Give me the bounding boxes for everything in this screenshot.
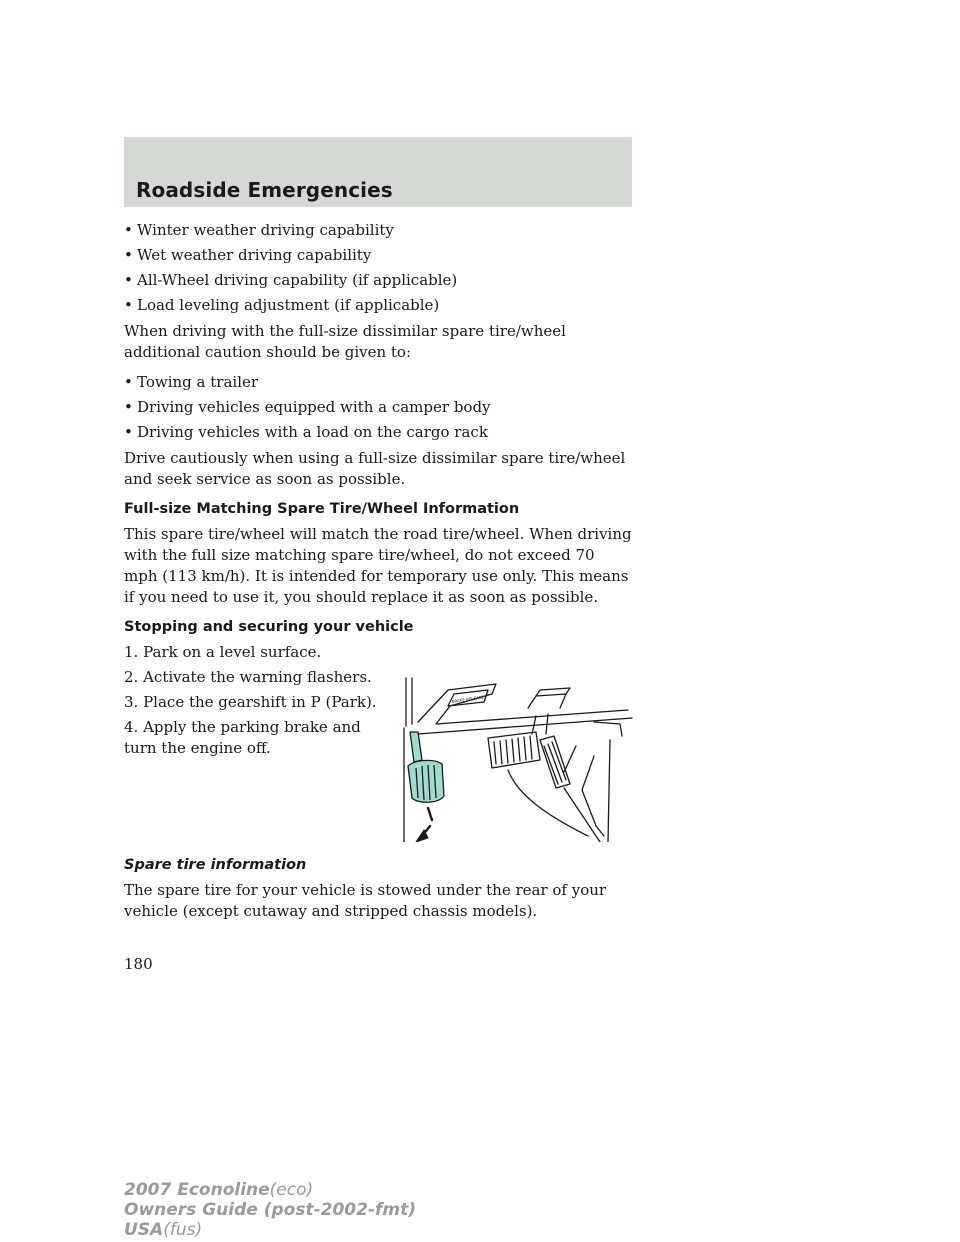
section-title: Roadside Emergencies xyxy=(136,178,393,202)
footer-market: USA xyxy=(124,1220,164,1240)
paragraph-cautious: Drive cautiously when using a full-size dissimilar spare tire/wheel and seek service as soon as possible. xyxy=(124,449,626,488)
caution-list xyxy=(124,372,632,443)
footer-model-code: (eco) xyxy=(269,1180,314,1200)
paragraph-dissimilar: When driving with the full-size dissimilar spare tire/wheel additional caution should be given to: xyxy=(124,322,566,361)
brake-release-label: BRAKE RELEASE xyxy=(451,694,485,704)
list-item: • Wet weather driving capability xyxy=(124,245,632,266)
step-item: 2. Activate the warning flashers. xyxy=(124,668,372,686)
step-item: 4. Apply the parking brake and turn the engine off. xyxy=(124,718,361,757)
footer-market-code: (fus) xyxy=(163,1220,203,1240)
step-item: 1. Park on a level surface. xyxy=(124,643,322,661)
list-item: • Driving vehicles with a load on the cargo rack xyxy=(124,422,632,443)
list-item: • All-Wheel driving capability (if applicable) xyxy=(124,270,632,291)
capability-list xyxy=(124,220,632,316)
heading-spare-tire-info: Spare tire information xyxy=(124,857,307,873)
list-item: • Towing a trailer xyxy=(124,372,632,393)
heading-stopping: Stopping and securing your vehicle xyxy=(124,619,414,635)
paragraph-spare: The spare tire for your vehicle is stowed under the rear of your vehicle (except cutaway and stripped chassis models). xyxy=(124,881,607,920)
paragraph-matching: This spare tire/wheel will match the road tire/wheel. When driving with the full size matching spare tire/wheel, do not exceed 70 mph (113 km/h). It is intended for temporary use only. This means if you need to use it, you should replace it as soon as possible. xyxy=(124,525,632,606)
footer-line-3 xyxy=(124,1220,416,1240)
page-number: 180 xyxy=(124,955,153,973)
footer-line-1 xyxy=(124,1180,416,1200)
list-item: • Load leveling adjustment (if applicable) xyxy=(124,295,632,316)
list-item: • Winter weather driving capability xyxy=(124,220,632,241)
step-item: 3. Place the gearshift in P (Park). xyxy=(124,693,377,711)
list-item: • Driving vehicles equipped with a camper body xyxy=(124,397,632,418)
parking-brake-illustration xyxy=(388,676,634,842)
footer-line-2: Owners Guide (post-2002-fmt) xyxy=(124,1200,417,1220)
footer-model: 2007 Econoline xyxy=(124,1180,270,1200)
heading-matching-spare: Full-size Matching Spare Tire/Wheel Information xyxy=(124,501,520,517)
footer xyxy=(124,1180,416,1240)
